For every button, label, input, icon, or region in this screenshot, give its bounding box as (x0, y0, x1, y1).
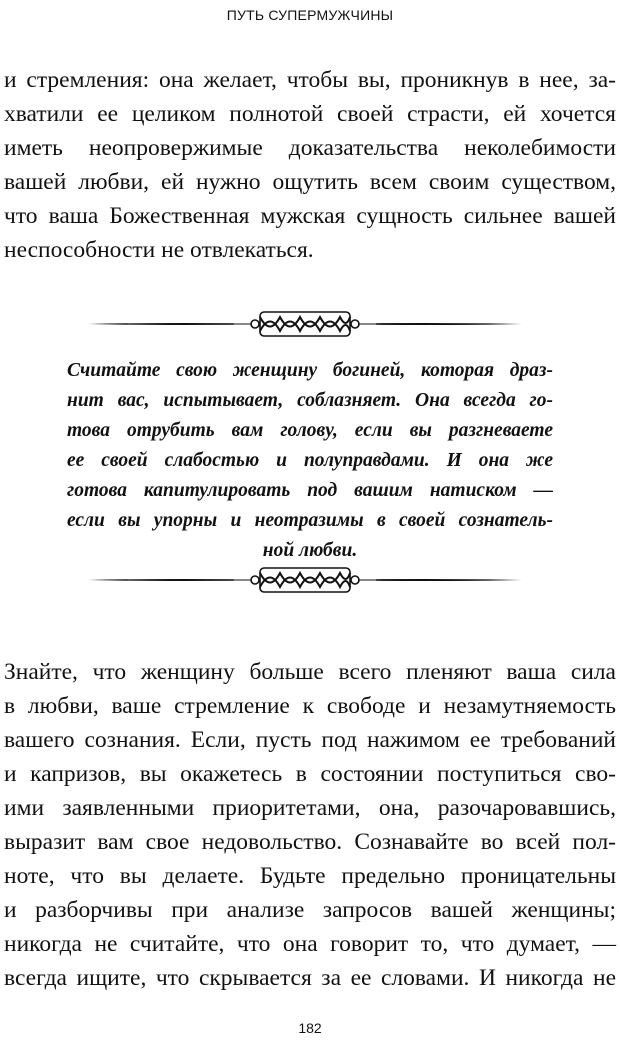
quote-line: ее своей слабостью и полуправдами. И она же (67, 450, 553, 471)
quote-line: Считайте свою женщину богиней, которая драз- (67, 360, 553, 381)
text-line: вашей любви, ей нужно ощутить всем своим существом, (4, 169, 616, 195)
text-line: иметь неопровержимые доказательства неколебимости (4, 135, 616, 161)
quote-line: если вы упорны и неотразимы в своей сознатель- (67, 510, 553, 531)
text-line: и разборчивы при анализе запросов вашей женщины; (4, 897, 616, 923)
pull-quote (67, 356, 553, 566)
text-line: неспособности не отвлекаться. (4, 237, 314, 263)
text-line: и стремления: она желает, чтобы вы, проникнув в нее, за- (4, 67, 616, 93)
quote-line: това отрубить вам голову, если вы разгневаете (67, 420, 553, 441)
text-line: что ваша Божественная мужская сущность сильнее вашей (4, 203, 616, 229)
text-line: всегда ищите, что скрывается за ее словами. И никогда не (4, 965, 616, 991)
celtic-knot-divider-icon (84, 309, 526, 339)
quote-line: готова капитулировать под вашим натиском — (67, 480, 553, 501)
running-header: ПУТЬ СУПЕРМУЖЧИНЫ (226, 7, 394, 23)
body-paragraph-1 (4, 63, 616, 267)
quote-line: нит вас, испытывает, соблазняет. Она всегда го- (67, 390, 553, 411)
text-line: Знайте, что женщину больше всего пленяют ваша сила (4, 659, 616, 685)
text-line: в любви, ваше стремление к свободе и незамутняемость (4, 693, 616, 719)
page-number: 182 (298, 1020, 322, 1036)
text-line: и капризов, вы окажетесь в состоянии поступиться сво- (4, 761, 616, 787)
text-line: выразит вам свое недовольство. Сознавайте во всей пол- (4, 829, 616, 855)
text-line: вашего сознания. Если, пусть под нажимом ее требований (4, 727, 616, 753)
quote-line: ной любви. (262, 540, 358, 561)
text-line: ими заявленными приоритетами, она, разочаровавшись, (4, 795, 616, 821)
celtic-knot-divider-icon (84, 565, 526, 595)
text-line: ноте, что вы делаете. Будьте предельно проницательны (4, 863, 616, 889)
body-paragraph-2 (4, 655, 616, 995)
text-line: никогда не считайте, что она говорит то, что думает, — (4, 931, 616, 957)
text-line: хватили ее целиком полнотой своей страсти, ей хочется (4, 101, 616, 127)
